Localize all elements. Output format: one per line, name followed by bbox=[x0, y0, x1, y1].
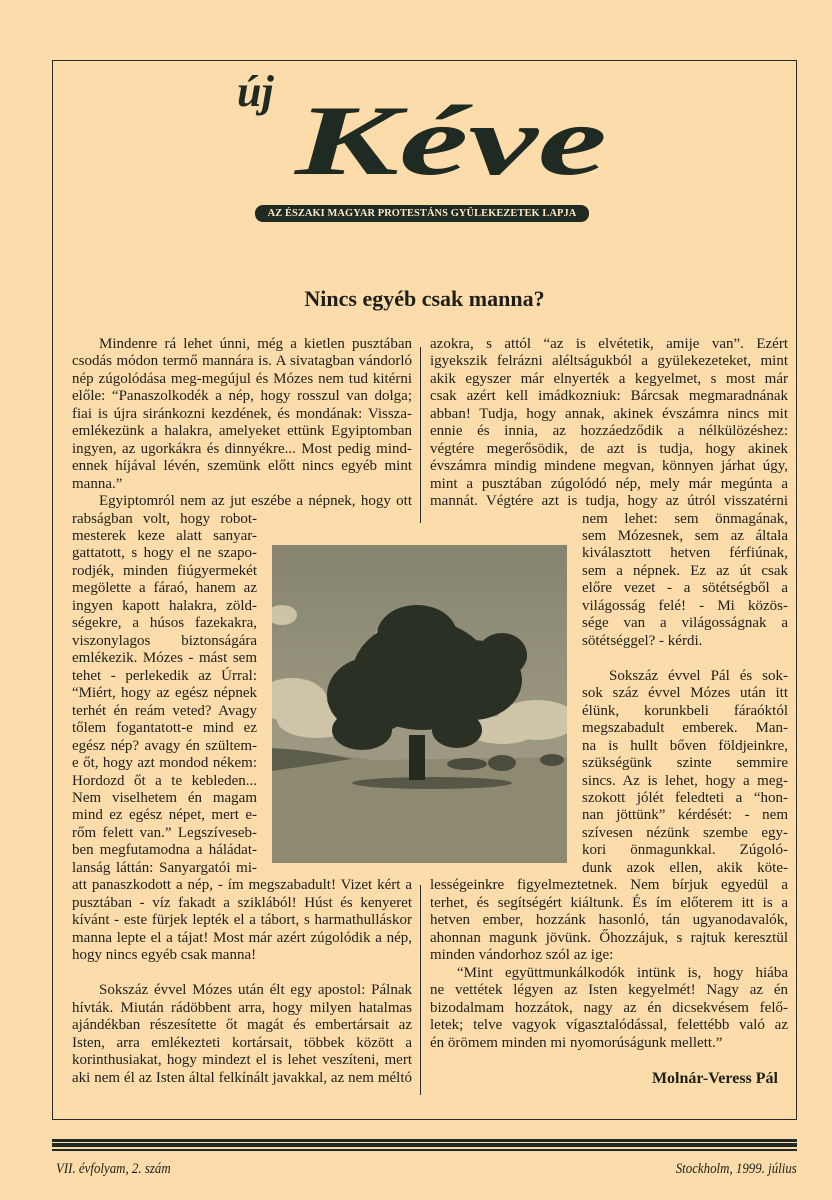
text-line: manna.” bbox=[72, 475, 123, 492]
text-line: kívánt - este fürjek lepték el a tábort, s harmathulláskor bbox=[72, 912, 412, 929]
logo-small-text: új bbox=[237, 67, 274, 116]
masthead-subtitle: AZ ÉSZAKI MAGYAR PROTESTÁNS GYÜLEKEZETEK LAPJA bbox=[255, 205, 589, 222]
text-line: Hordozd őt a te kebleden... bbox=[72, 772, 257, 789]
text-line: kiválasztott hetven férfiúnak, bbox=[582, 545, 788, 562]
text-line: sincs. Az is lehet, hogy a meg- bbox=[582, 772, 788, 789]
text-line: akik egyszer már elnyerték a kegyelmet, s most már bbox=[430, 370, 788, 387]
text-line: ségekre, a húsos fazekakra, bbox=[72, 615, 257, 632]
text-line: sem a népnek. Ez az út csak bbox=[582, 562, 788, 579]
text-line: megölette a fáraó, hanem az bbox=[72, 580, 257, 597]
text-line: sem Mózesnek, sem az általa bbox=[582, 527, 788, 544]
text-line: mind ez egész népet, mert e- bbox=[72, 807, 257, 824]
text-line: végtére megerősödik, de azt is tudja, hogy akinek bbox=[430, 440, 788, 457]
text-line: évszámra mindig mindene megvan, könnyen járhat úgy, bbox=[430, 458, 788, 475]
text-line: azokra, s attól “az is elvétetik, amije van”. Ezért bbox=[430, 335, 788, 352]
text-line: Mindenre rá lehet únni, még a kietlen pusztában bbox=[99, 335, 412, 352]
text-line: korinthusiakat, hogy mindezt el is lehet veszíteni, mert bbox=[72, 1052, 412, 1069]
place-date: Stockholm, 1999. július bbox=[675, 1161, 797, 1177]
text-line: mannát. Végtére azt is tudja, hogy az útról visszatérni bbox=[430, 493, 788, 510]
text-line: csak azért kell imádkozniuk: Bárcsak megmaradnának bbox=[430, 388, 788, 405]
text-line: “Miért, hogy az egész népnek bbox=[72, 685, 257, 702]
column-divider bbox=[420, 885, 421, 1095]
article-title: Nincs egyéb csak manna? bbox=[304, 286, 545, 311]
text-line: hogy nincs egyéb csak manna! bbox=[72, 947, 257, 964]
text-line: abban! Tudja, hogy annak, akinek évszámra nincs mit bbox=[430, 405, 788, 422]
text-line: tehet - perlekedik az Úrral: bbox=[72, 667, 257, 684]
text-line: ahonnan magunk jövünk. Őhozzájuk, s rajtuk keresztül bbox=[430, 929, 788, 946]
text-line: na is hullt bőven földjeinkre, bbox=[582, 737, 788, 754]
text-line: szokott jólét feledteti a “hon- bbox=[582, 790, 788, 807]
text-line: hívták. Miután rádöbbent arra, hogy milyen hatalmas bbox=[72, 999, 412, 1016]
text-line: tőlem fogantatott-e mind ez bbox=[72, 720, 257, 737]
text-line: Sokszáz évvel Pál és sok- bbox=[609, 667, 788, 684]
text-line: manna lepte el a tájat! Most már azért zúgolódik a nép, bbox=[72, 929, 412, 946]
text-line: világosság felé! - Mi közös- bbox=[582, 597, 788, 614]
text-line: emlékezünk a halakra, amelyeket ettünk Egyiptomban bbox=[72, 423, 412, 440]
text-line: pusztában - víz fakadt a sziklából! Húst és kenyeret bbox=[72, 894, 412, 911]
text-line: szükségünk szinte semmire bbox=[582, 755, 788, 772]
text-line: nép zúgolódása meg-megújul és Mózes nem tud kitérni bbox=[72, 370, 412, 387]
author-signature: Molnár-Veress Pál bbox=[651, 1070, 778, 1087]
column-divider bbox=[420, 347, 421, 523]
masthead-logo bbox=[235, 62, 615, 202]
text-line: terhét én reám veted? Avagy bbox=[72, 702, 257, 719]
text-line: Egyiptomról nem az jut eszébe a népnek, hogy ott bbox=[99, 493, 412, 510]
text-line: előle: “Panaszolkodék a nép, hogy rosszul van dolga; bbox=[72, 388, 412, 405]
text-line: minden vándorhoz szól az ige: bbox=[430, 947, 614, 964]
footer-rule bbox=[52, 1139, 797, 1151]
logo-main-text: Kéve bbox=[293, 85, 607, 196]
text-line: ben megfutamodna a háládat- bbox=[72, 842, 257, 859]
text-line: előre vezet - a sötétségből a bbox=[582, 580, 788, 597]
text-line: sége van a világosságnak a bbox=[582, 615, 788, 632]
text-line: bizodalmam hozzátok, nagy az én dicsekvésem felő- bbox=[430, 999, 788, 1016]
text-line: fiai is újra siránkozni kezdének, és mondának: Vissza- bbox=[72, 405, 412, 422]
text-line: ingyen, az ugorkákra és dinnyékre... Most pedig mind- bbox=[72, 440, 412, 457]
text-line: lanság láttán: Sanyargatói mi- bbox=[72, 859, 257, 876]
issue-number: VII. évfolyam, 2. szám bbox=[56, 1161, 171, 1177]
text-line: Nem viselhetem én magam bbox=[72, 790, 257, 807]
text-line: csodás módon termő mannára is. A sivatagban vándorló bbox=[72, 353, 412, 370]
text-line: egész nép? avagy én szültem- bbox=[72, 737, 257, 754]
text-line: élünk, korunkbeli fáraóktól bbox=[582, 702, 788, 719]
text-line: nem lehet: sem önmagának, bbox=[582, 510, 788, 527]
text-line: aki nem él az Isten által felkínált javakkal, az nem méltó bbox=[72, 1069, 412, 1086]
text-line: ennie és innia, az hozzáedződik a nélkülözéshez: bbox=[430, 423, 788, 440]
text-line: rőm felett van.” Legszíveseb- bbox=[72, 824, 257, 841]
text-line: rodjék, minden fiúgyermekét bbox=[72, 562, 257, 579]
text-line: sötétséggel? - kérdi. bbox=[582, 632, 703, 649]
text-line: mint a pusztában zúgolódó nép, mely már megúnta a bbox=[430, 475, 788, 492]
text-line: rabságban volt, hogy robot- bbox=[72, 510, 257, 527]
text-line: nan jöttünk” kérdését: - nem bbox=[582, 807, 788, 824]
text-line: megszabadult emberek. Man- bbox=[582, 720, 788, 737]
text-line: letek; telve vagyok vígasztalódással, felettébb való az bbox=[430, 1017, 788, 1034]
text-line: kori önmagunkkal. Zúgoló- bbox=[582, 842, 788, 859]
text-line: ajándékban részesítette őt magát és embertársait az bbox=[72, 1017, 412, 1034]
text-line: viszonylagos biztonságára bbox=[72, 632, 257, 649]
text-line: dunk azok ellen, akik köte- bbox=[582, 859, 788, 876]
text-line: szívesen nézünk szembe egy- bbox=[582, 824, 788, 841]
text-line: igyekszik felrázni aléltságukból a gyülekezeteket, mint bbox=[430, 353, 788, 370]
text-line: Sokszáz évvel Mózes után élt egy apostol: Pálnak bbox=[99, 982, 412, 999]
text-line: én örömem minden mi nyomorúságunk mellett.” bbox=[430, 1034, 723, 1051]
text-line: e őt, hogy azt mondod nékem: bbox=[72, 755, 257, 772]
text-line: sok száz évvel Mózes után itt bbox=[582, 685, 788, 702]
text-line: ennek híjával lévén, szemünk előtt nincs egyéb mint bbox=[72, 458, 412, 475]
text-line: lességeinkre figyelmeztetnek. Nem bírjuk egyedül a bbox=[430, 877, 788, 894]
text-line: hetven ember, hozzánk hasonló, tán ugyanodavalók, bbox=[430, 912, 788, 929]
text-line: att panaszkodott a nép, - ím megszabadult! Vizet kért a bbox=[72, 877, 412, 894]
text-line: ne vettétek légyen az Isten kegyelmét! Nagy az én bbox=[430, 982, 788, 999]
text-line: “Mint együttmunkálkodók intünk is, hogy hiába bbox=[457, 964, 788, 981]
oak-tree-photo bbox=[272, 545, 567, 863]
text-line: mesterek keze alatt sanyar- bbox=[72, 527, 257, 544]
text-line: emlékezik. Mózes - mást sem bbox=[72, 650, 257, 667]
text-line: Isten, arra emlékezteti kortársait, többek között a bbox=[72, 1034, 412, 1051]
text-line: ingyen kapott halakra, zöld- bbox=[72, 597, 257, 614]
text-line: gattatott, s hogy el ne szapo- bbox=[72, 545, 257, 562]
text-line: terhet, és segítségért kiáltunk. És ím előterem itt is a bbox=[430, 894, 788, 911]
